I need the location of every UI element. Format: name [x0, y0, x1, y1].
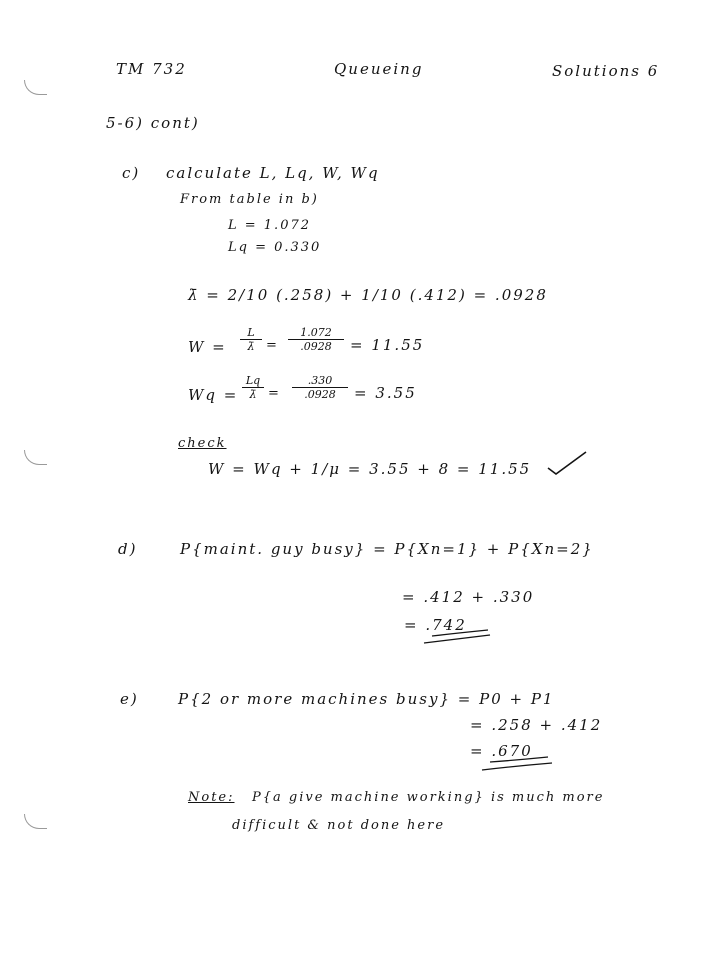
part-c-from-table: From table in b): [180, 192, 319, 207]
wq-result: = 3.55: [354, 384, 417, 402]
wq-eq-sign: =: [268, 386, 281, 401]
note-label: Note:: [188, 790, 235, 805]
w-frac1-den: λ̄: [247, 340, 255, 353]
part-d-step1: = .412 + .330: [402, 588, 535, 606]
w-result: = 11.55: [350, 336, 425, 354]
part-c-L: L = 1.072: [228, 218, 312, 233]
part-e-step2: = .670: [470, 742, 533, 760]
note-line1: P{a give machine working} is much more: [252, 790, 605, 805]
part-e-step1: = .258 + .412: [470, 716, 603, 734]
part-d-equation: P{maint. guy busy} = P{Xn=1} + P{Xn=2}: [180, 540, 594, 558]
topic-heading: Queueing: [334, 60, 424, 78]
check-equation: W = Wq + 1/μ = 3.55 + 8 = 11.55: [208, 460, 532, 478]
wq-lhs: Wq =: [188, 386, 239, 404]
wq-frac1-den: λ̄: [249, 388, 257, 401]
wq-frac2-num: .330: [292, 374, 348, 388]
page-title: Solutions 6: [552, 62, 660, 80]
wq-frac1-num: Lq: [242, 374, 264, 388]
w-frac1-num: L: [240, 326, 262, 340]
note-line2: difficult & not done here: [232, 818, 446, 833]
underline-e-1: [490, 757, 548, 762]
checkmark-icon: [548, 452, 586, 474]
w-eq-sign: =: [266, 338, 279, 353]
section-label: 5-6) cont): [106, 114, 200, 132]
part-c-lambda-bar: λ̄ = 2/10 (.258) + 1/10 (.412) = .0928: [188, 286, 548, 304]
part-c-label: c): [122, 164, 141, 182]
underline-d-1: [432, 630, 488, 636]
w-lhs: W =: [188, 338, 227, 356]
part-d-label: d): [118, 540, 138, 558]
part-e-equation: P{2 or more machines busy} = P0 + P1: [178, 690, 555, 708]
w-frac2-num: 1.072: [288, 326, 344, 340]
part-d-step2: = .742: [404, 616, 467, 634]
part-c-Lq: Lq = 0.330: [228, 240, 322, 255]
course-code: TM 732: [116, 60, 187, 78]
wq-frac2-den: .0928: [304, 388, 336, 401]
w-frac2-den: .0928: [300, 340, 332, 353]
check-label: check: [178, 436, 227, 451]
part-e-label: e): [120, 690, 139, 708]
part-c-task: calculate L, Lq, W, Wq: [166, 164, 380, 182]
underline-e-2: [482, 763, 552, 770]
